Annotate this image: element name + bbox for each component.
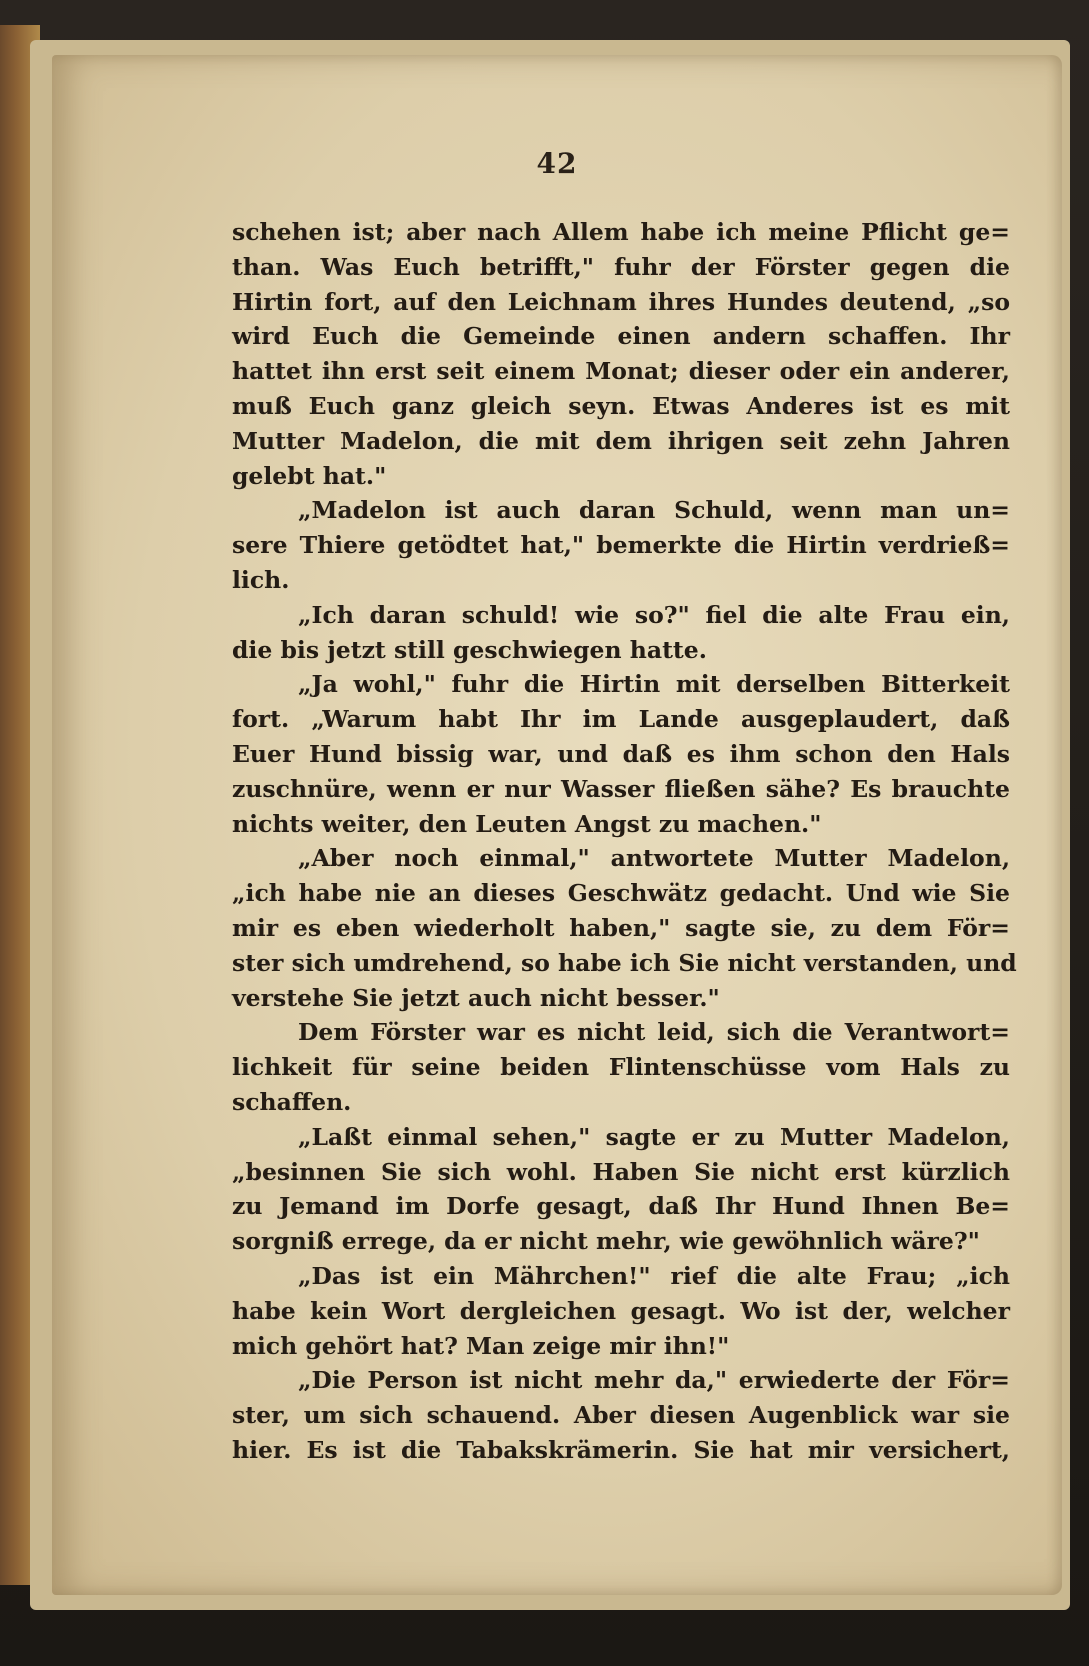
text-line: muß Euch ganz gleich seyn. Etwas Anderes ist es mit	[232, 391, 1010, 420]
text-line: ster sich umdrehend, so habe ich Sie nicht verstanden, und	[232, 948, 1017, 977]
text-line: „ich habe nie an dieses Geschwätz gedacht. Und wie Sie	[232, 879, 1010, 908]
text-line: gelebt hat."	[232, 461, 387, 490]
text-line: Hirtin fort, auf den Leichnam ihres Hundes deutend, „so	[232, 287, 1010, 316]
text-line: than. Was Euch betrifft," fuhr der Förster gegen die	[232, 252, 1010, 281]
text-line: schaffen.	[232, 1087, 352, 1116]
text-line: ster, um sich schauend. Aber diesen Augenblick war sie	[232, 1401, 1010, 1430]
text-line: hier. Es ist die Tabakskrämerin. Sie hat mir versichert,	[232, 1435, 1010, 1464]
text-line: fort. „Warum habt Ihr im Lande ausgeplaudert, daß	[232, 705, 1010, 734]
text-line: verstehe Sie jetzt auch nicht besser."	[232, 983, 720, 1012]
text-line: sorgniß errege, da er nicht mehr, wie gewöhnlich wäre?"	[232, 1227, 980, 1256]
text-line: wird Euch die Gemeinde einen andern schaffen. Ihr	[232, 322, 1010, 351]
text-line: „Das ist ein Mährchen!" rief die alte Frau; „ich	[298, 1261, 1010, 1290]
text-line: Dem Förster war es nicht leid, sich die Verantwort=	[298, 1018, 1010, 1047]
text-line: Mutter Madelon, die mit dem ihrigen seit zehn Jahren	[232, 426, 1010, 455]
text-line: sere Thiere getödtet hat," bemerkte die Hirtin verdrieß=	[232, 531, 1010, 560]
text-line: habe kein Wort dergleichen gesagt. Wo ist der, welcher	[232, 1296, 1010, 1325]
text-line: zu Jemand im Dorfe gesagt, daß Ihr Hund Ihnen Be=	[232, 1192, 1010, 1221]
text-line: schehen ist; aber nach Allem habe ich meine Pflicht ge=	[232, 218, 1010, 246]
text-line: nichts weiter, den Leuten Angst zu machen."	[232, 809, 822, 838]
text-line: Euer Hund bissig war, und daß es ihm schon den Hals	[232, 739, 1010, 768]
text-line: lichkeit für seine beiden Flintenschüsse vom Hals zu	[232, 1053, 1010, 1082]
text-line: „Laßt einmal sehen," sagte er zu Mutter Madelon,	[298, 1122, 1010, 1151]
text-line: „Aber noch einmal," antwortete Mutter Madelon,	[298, 844, 1010, 873]
body-text	[232, 215, 1017, 1468]
text-line: „Ich daran schuld! wie so?" fiel die alte Frau ein,	[298, 600, 1010, 629]
text-line: „besinnen Sie sich wohl. Haben Sie nicht erst kürzlich	[232, 1157, 1010, 1186]
book-page	[52, 55, 1062, 1595]
text-line: zuschnüre, wenn er nur Wasser fließen sähe? Es brauchte	[232, 774, 1010, 803]
text-line: mich gehört hat? Man zeige mir ihn!"	[232, 1331, 730, 1360]
text-line: lich.	[232, 565, 290, 594]
text-line: hattet ihn erst seit einem Monat; dieser oder ein anderer,	[232, 357, 1010, 386]
text-line: „Die Person ist nicht mehr da," erwiederte der För=	[298, 1366, 1010, 1395]
text-line: die bis jetzt still geschwiegen hatte.	[232, 635, 707, 664]
text-line: „Ja wohl," fuhr die Hirtin mit derselben Bitterkeit	[298, 670, 1010, 699]
text-line: mir es eben wiederholt haben," sagte sie, zu dem För=	[232, 913, 1010, 942]
text-line: „Madelon ist auch daran Schuld, wenn man un=	[298, 496, 1010, 525]
page-number: 42	[536, 147, 578, 180]
